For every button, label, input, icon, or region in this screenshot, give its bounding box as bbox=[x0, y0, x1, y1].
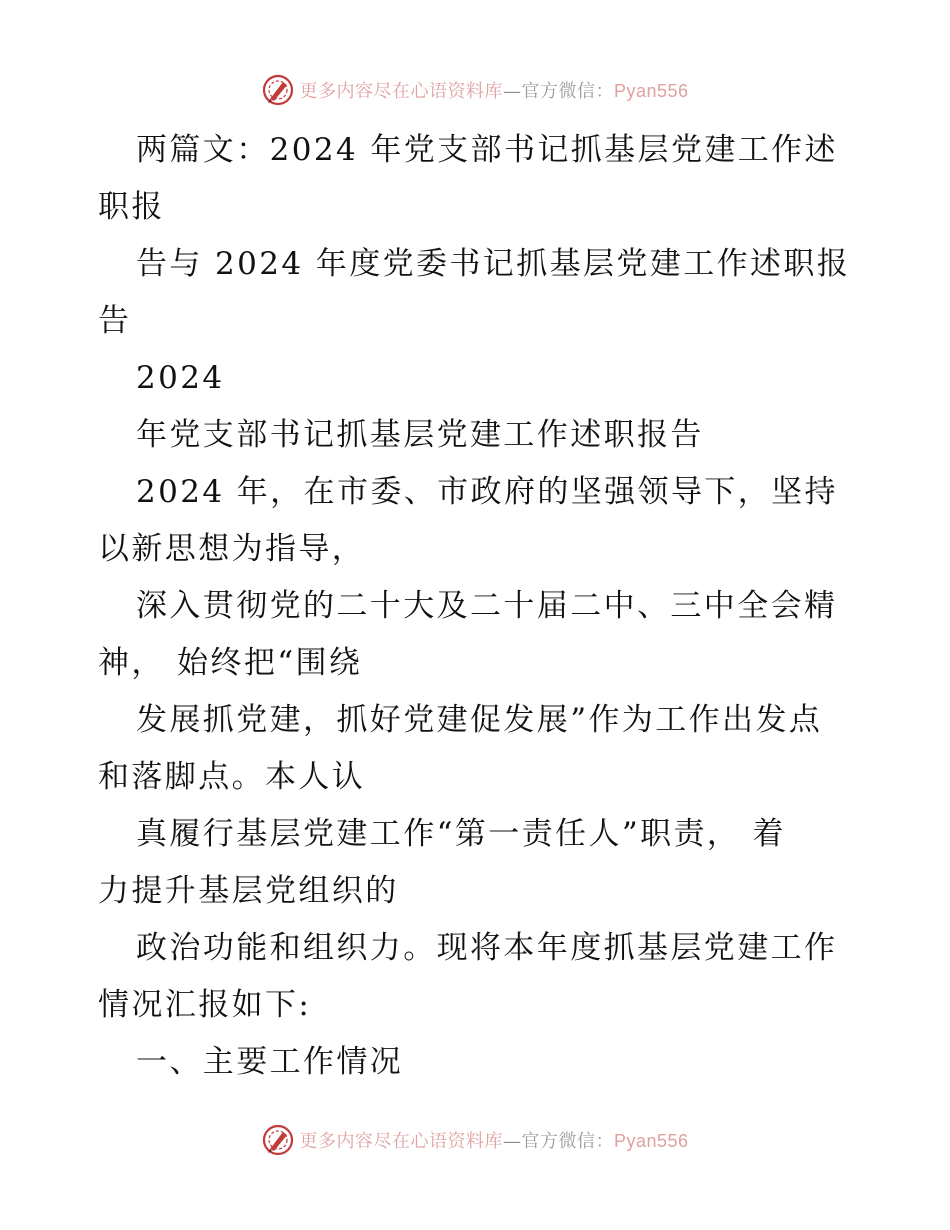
header-banner bbox=[0, 68, 950, 112]
paragraph-line: 发展抓党建，抓好党建促发展”作为工作出发点 bbox=[136, 702, 823, 738]
document-body bbox=[98, 122, 858, 1091]
title-line-1: 两篇文：2024 年党支部书记抓基层党建工作述 bbox=[136, 132, 838, 168]
footer-brand: 更多内容尽在心语资料库 bbox=[299, 1131, 503, 1152]
pen-nib-logo-icon bbox=[261, 1123, 295, 1157]
header-wechat-id: Pyan556 bbox=[613, 81, 689, 101]
header-separator: — bbox=[502, 81, 522, 102]
title-line-4: 告 bbox=[98, 303, 132, 339]
footer-banner-text bbox=[299, 1127, 688, 1153]
paragraph-line: 深入贯彻党的二十大及二十届二中、三中全会精 bbox=[136, 588, 838, 624]
pen-nib-logo-icon bbox=[261, 73, 295, 107]
footer-separator: — bbox=[502, 1131, 522, 1152]
header-banner-text bbox=[299, 77, 688, 103]
section-heading: 一、主要工作情况 bbox=[136, 1044, 404, 1080]
title-line-2: 职报 bbox=[98, 189, 165, 225]
paragraph-line: 2024 年，在市委、市政府的坚强领导下，坚持 bbox=[136, 474, 838, 510]
footer-banner bbox=[0, 1118, 950, 1162]
footer-wechat-label: 官方微信： bbox=[521, 1131, 614, 1152]
paragraph-line: 力提升基层党组织的 bbox=[98, 873, 399, 909]
paragraph-line: 真履行基层党建工作“第一责任人”职责， 着 bbox=[136, 816, 786, 852]
paragraph-line: 神， 始终把“围绕 bbox=[98, 645, 363, 681]
subtitle-heading: 年党支部书记抓基层党建工作述职报告 bbox=[136, 417, 704, 453]
title-line-3: 告与 2024 年度党委书记抓基层党建工作述职报 bbox=[136, 246, 851, 282]
paragraph-line: 政治功能和组织力。现将本年度抓基层党建工作 bbox=[136, 930, 838, 966]
header-wechat-label: 官方微信： bbox=[521, 81, 614, 102]
header-brand: 更多内容尽在心语资料库 bbox=[299, 81, 503, 102]
paragraph-line: 和落脚点。本人认 bbox=[98, 759, 366, 795]
paragraph-line: 情况汇报如下: bbox=[98, 987, 312, 1023]
subtitle-year: 2024 bbox=[136, 360, 225, 396]
footer-wechat-id: Pyan556 bbox=[613, 1131, 689, 1151]
paragraph-line: 以新思想为指导， bbox=[98, 531, 366, 567]
